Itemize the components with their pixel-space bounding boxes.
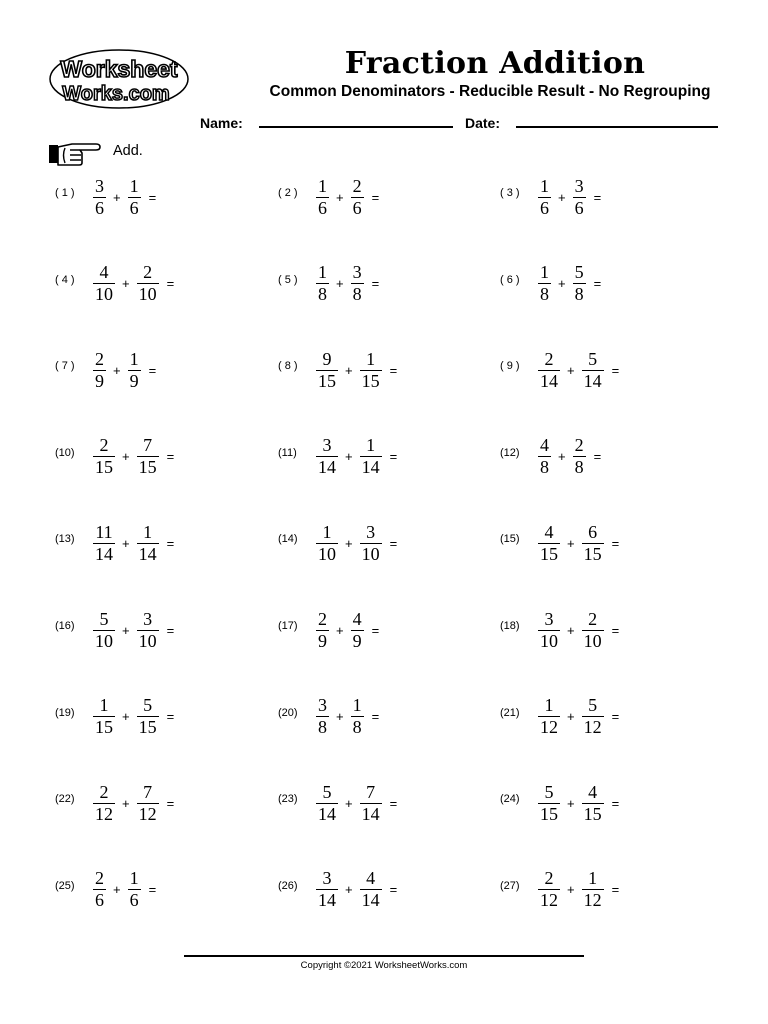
numerator: 1 bbox=[318, 262, 327, 283]
plus-sign: + bbox=[122, 622, 130, 638]
numerator: 7 bbox=[143, 435, 153, 456]
numerator: 1 bbox=[544, 695, 554, 716]
problem-number: (18) bbox=[500, 620, 520, 632]
numerator: 2 bbox=[95, 868, 104, 889]
problem-number: (25) bbox=[55, 879, 75, 892]
numerator: 2 bbox=[318, 608, 327, 629]
equals-sign: = bbox=[371, 189, 380, 205]
fraction-b bbox=[582, 522, 604, 565]
problem-number: (14) bbox=[278, 533, 298, 546]
problem-26 bbox=[278, 865, 397, 915]
plus-sign: + bbox=[122, 449, 130, 465]
numerator: 3 bbox=[143, 608, 153, 629]
problem-number: ( 2 ) bbox=[278, 187, 298, 199]
fraction-b bbox=[137, 435, 159, 478]
fraction-b bbox=[137, 782, 159, 825]
problem-number: (16) bbox=[55, 620, 75, 632]
fraction-a bbox=[538, 262, 551, 305]
numerator: 5 bbox=[322, 781, 332, 802]
name-field[interactable] bbox=[259, 126, 453, 128]
denominator: 8 bbox=[540, 284, 549, 305]
equals-sign: = bbox=[148, 189, 157, 205]
date-label: Date: bbox=[465, 115, 501, 131]
fraction-a bbox=[538, 349, 560, 392]
fraction-b bbox=[360, 349, 382, 392]
fraction-a bbox=[538, 176, 551, 219]
equals-sign: = bbox=[611, 795, 620, 811]
numerator: 6 bbox=[588, 521, 598, 542]
problem-number: ( 1 ) bbox=[55, 187, 75, 199]
denominator: 15 bbox=[583, 543, 602, 564]
numerator: 3 bbox=[322, 868, 332, 889]
problem-13 bbox=[55, 518, 174, 568]
fraction-b bbox=[128, 176, 141, 219]
numerator: 5 bbox=[574, 262, 584, 283]
denominator: 9 bbox=[95, 370, 104, 391]
numerator: 2 bbox=[143, 262, 153, 283]
problem-10 bbox=[55, 432, 174, 482]
problem-1 bbox=[55, 172, 156, 222]
problem-number: (26) bbox=[278, 879, 298, 892]
denominator: 15 bbox=[138, 717, 157, 738]
numerator: 9 bbox=[322, 348, 332, 369]
fraction-a bbox=[316, 782, 338, 825]
numerator: 1 bbox=[129, 348, 139, 369]
equals-sign: = bbox=[371, 709, 380, 725]
problem-number: ( 6 ) bbox=[500, 273, 520, 286]
denominator: 10 bbox=[318, 543, 336, 564]
equals-sign: = bbox=[389, 449, 398, 465]
fraction-b bbox=[582, 868, 604, 911]
denominator: 15 bbox=[95, 457, 113, 478]
numerator: 2 bbox=[544, 868, 554, 889]
plus-sign: + bbox=[345, 449, 353, 465]
fraction-b bbox=[582, 609, 604, 652]
problem-number: ( 8 ) bbox=[278, 360, 298, 373]
denominator: 10 bbox=[583, 630, 602, 651]
fraction-a bbox=[316, 176, 329, 219]
pointing-hand-icon bbox=[48, 139, 102, 167]
numerator: 5 bbox=[143, 695, 153, 716]
plus-sign: + bbox=[567, 882, 575, 898]
fraction-a bbox=[538, 868, 560, 911]
problem-number: (20) bbox=[278, 706, 298, 719]
worksheetworks-logo bbox=[48, 48, 190, 110]
plus-sign: + bbox=[567, 622, 575, 638]
numerator: 1 bbox=[99, 695, 109, 716]
denominator: 14 bbox=[361, 803, 380, 824]
numerator: 4 bbox=[366, 868, 376, 889]
fraction-b bbox=[137, 695, 159, 738]
denominator: 15 bbox=[540, 803, 558, 824]
fraction-b bbox=[360, 522, 382, 565]
problem-5 bbox=[278, 259, 379, 309]
problem-19 bbox=[55, 692, 174, 742]
denominator: 15 bbox=[318, 370, 336, 391]
denominator: 8 bbox=[540, 457, 549, 478]
equals-sign: = bbox=[148, 362, 157, 378]
numerator: 1 bbox=[366, 435, 376, 456]
numerator: 7 bbox=[143, 781, 153, 802]
denominator: 12 bbox=[583, 890, 602, 911]
footer-divider bbox=[184, 955, 584, 957]
plus-sign: + bbox=[567, 362, 575, 378]
fraction-a bbox=[538, 435, 551, 478]
plus-sign: + bbox=[345, 362, 353, 378]
equals-sign: = bbox=[148, 882, 157, 898]
numerator: 1 bbox=[129, 175, 139, 196]
equals-sign: = bbox=[611, 362, 620, 378]
equals-sign: = bbox=[371, 622, 380, 638]
fraction-a bbox=[538, 695, 560, 738]
denominator: 12 bbox=[540, 717, 558, 738]
copyright-text: Copyright ©2021 WorksheetWorks.com bbox=[300, 960, 468, 971]
fraction-a bbox=[93, 782, 115, 825]
numerator: 2 bbox=[574, 435, 584, 456]
denominator: 14 bbox=[318, 890, 336, 911]
equals-sign: = bbox=[389, 882, 398, 898]
denominator: 8 bbox=[352, 284, 362, 305]
numerator: 1 bbox=[322, 521, 332, 542]
name-label: Name: bbox=[200, 115, 243, 131]
plus-sign: + bbox=[567, 795, 575, 811]
plus-sign: + bbox=[345, 795, 353, 811]
fraction-b bbox=[360, 782, 382, 825]
fraction-b bbox=[137, 609, 159, 652]
problem-15 bbox=[500, 518, 619, 568]
equals-sign: = bbox=[166, 276, 175, 292]
denominator: 14 bbox=[318, 803, 336, 824]
numerator: 5 bbox=[99, 608, 109, 629]
equals-sign: = bbox=[593, 189, 602, 205]
problem-24 bbox=[500, 778, 619, 828]
problem-number: (22) bbox=[55, 793, 75, 806]
problem-7 bbox=[55, 345, 156, 395]
fraction-b bbox=[351, 695, 364, 738]
denominator: 10 bbox=[95, 284, 113, 305]
denominator: 14 bbox=[318, 457, 336, 478]
problem-2 bbox=[278, 172, 379, 222]
fraction-a bbox=[93, 695, 115, 738]
denominator: 6 bbox=[540, 197, 549, 218]
fraction-a bbox=[538, 522, 560, 565]
problem-number: (23) bbox=[278, 793, 298, 806]
fraction-b bbox=[582, 349, 604, 392]
plus-sign: + bbox=[558, 276, 566, 292]
denominator: 15 bbox=[95, 717, 113, 738]
denominator: 6 bbox=[129, 197, 139, 218]
denominator: 6 bbox=[574, 197, 584, 218]
numerator: 1 bbox=[143, 521, 153, 542]
problem-number: (12) bbox=[500, 446, 520, 459]
numerator: 1 bbox=[129, 868, 139, 889]
equals-sign: = bbox=[611, 535, 620, 551]
denominator: 12 bbox=[95, 803, 113, 824]
denominator: 9 bbox=[318, 630, 327, 651]
problem-number: (17) bbox=[278, 620, 298, 632]
plus-sign: + bbox=[345, 535, 353, 551]
plus-sign: + bbox=[345, 882, 353, 898]
numerator: 4 bbox=[588, 781, 598, 802]
problem-number: (13) bbox=[55, 533, 75, 546]
problem-18 bbox=[500, 605, 619, 655]
denominator: 8 bbox=[352, 717, 362, 738]
problem-4 bbox=[55, 259, 174, 309]
numerator: 4 bbox=[540, 435, 549, 456]
problem-14 bbox=[278, 518, 397, 568]
equals-sign: = bbox=[166, 622, 175, 638]
fraction-a bbox=[93, 435, 115, 478]
plus-sign: + bbox=[336, 189, 344, 205]
numerator: 2 bbox=[352, 175, 362, 196]
equals-sign: = bbox=[593, 276, 602, 292]
numerator: 2 bbox=[588, 608, 598, 629]
logo-line1: Worksheet bbox=[60, 56, 178, 82]
numerator: 3 bbox=[544, 608, 554, 629]
numerator: 2 bbox=[99, 435, 109, 456]
denominator: 6 bbox=[129, 890, 139, 911]
problem-number: (15) bbox=[500, 533, 520, 546]
equals-sign: = bbox=[371, 276, 380, 292]
numerator: 2 bbox=[544, 348, 554, 369]
problem-25 bbox=[55, 865, 156, 915]
equals-sign: = bbox=[166, 709, 175, 725]
denominator: 9 bbox=[352, 630, 362, 651]
fraction-b bbox=[351, 176, 364, 219]
denominator: 12 bbox=[583, 717, 602, 738]
denominator: 14 bbox=[540, 370, 558, 391]
plus-sign: + bbox=[113, 362, 121, 378]
problem-number: (27) bbox=[500, 879, 520, 892]
fraction-a bbox=[93, 868, 106, 911]
problem-20 bbox=[278, 692, 379, 742]
numerator: 3 bbox=[95, 175, 104, 196]
denominator: 12 bbox=[540, 890, 558, 911]
numerator: 3 bbox=[574, 175, 584, 196]
fraction-a bbox=[316, 522, 338, 565]
fraction-a bbox=[93, 609, 115, 652]
denominator: 15 bbox=[540, 543, 558, 564]
fraction-b bbox=[351, 609, 364, 652]
numerator: 1 bbox=[366, 348, 376, 369]
denominator: 15 bbox=[583, 803, 602, 824]
equals-sign: = bbox=[611, 709, 620, 725]
numerator: 2 bbox=[99, 781, 109, 802]
denominator: 14 bbox=[583, 370, 602, 391]
problem-number: ( 7 ) bbox=[55, 360, 75, 373]
fraction-a bbox=[316, 609, 329, 652]
problem-27 bbox=[500, 865, 619, 915]
equals-sign: = bbox=[166, 449, 175, 465]
numerator: 5 bbox=[588, 348, 598, 369]
numerator: 3 bbox=[366, 521, 376, 542]
plus-sign: + bbox=[336, 276, 344, 292]
equals-sign: = bbox=[611, 622, 620, 638]
denominator: 14 bbox=[95, 543, 113, 564]
problem-number: ( 4 ) bbox=[55, 273, 75, 286]
numerator: 4 bbox=[352, 608, 362, 629]
denominator: 8 bbox=[318, 717, 327, 738]
fraction-b bbox=[137, 522, 159, 565]
fraction-b bbox=[128, 868, 141, 911]
fraction-b bbox=[582, 695, 604, 738]
equals-sign: = bbox=[389, 795, 398, 811]
denominator: 8 bbox=[574, 457, 584, 478]
fraction-b bbox=[573, 262, 586, 305]
fraction-b bbox=[360, 868, 382, 911]
plus-sign: + bbox=[558, 449, 566, 465]
numerator: 7 bbox=[366, 781, 376, 802]
problem-number: (21) bbox=[500, 706, 520, 719]
numerator: 1 bbox=[540, 262, 549, 283]
denominator: 10 bbox=[361, 543, 380, 564]
problem-11 bbox=[278, 432, 397, 482]
equals-sign: = bbox=[389, 362, 398, 378]
page-title: Fraction Addition bbox=[344, 46, 646, 81]
numerator: 2 bbox=[95, 348, 104, 369]
numerator: 1 bbox=[318, 175, 327, 196]
numerator: 1 bbox=[540, 175, 549, 196]
fraction-a bbox=[316, 262, 329, 305]
logo-line2: Works.com bbox=[62, 83, 170, 105]
problem-number: (24) bbox=[500, 793, 520, 806]
numerator: 1 bbox=[588, 868, 598, 889]
plus-sign: + bbox=[567, 709, 575, 725]
plus-sign: + bbox=[122, 795, 130, 811]
denominator: 10 bbox=[540, 630, 558, 651]
plus-sign: + bbox=[558, 189, 566, 205]
fraction-b bbox=[582, 782, 604, 825]
denominator: 10 bbox=[95, 630, 113, 651]
denominator: 10 bbox=[138, 630, 157, 651]
denominator: 15 bbox=[361, 370, 380, 391]
fraction-a bbox=[316, 868, 338, 911]
problem-number: ( 9 ) bbox=[500, 360, 520, 373]
numerator: 3 bbox=[322, 435, 332, 456]
denominator: 14 bbox=[361, 890, 380, 911]
fraction-b bbox=[573, 176, 586, 219]
problem-16 bbox=[55, 605, 174, 655]
equals-sign: = bbox=[611, 882, 620, 898]
plus-sign: + bbox=[113, 189, 121, 205]
denominator: 6 bbox=[95, 890, 104, 911]
fraction-b bbox=[573, 435, 586, 478]
denominator: 8 bbox=[574, 284, 584, 305]
equals-sign: = bbox=[593, 449, 602, 465]
problem-9 bbox=[500, 345, 619, 395]
denominator: 9 bbox=[129, 370, 139, 391]
fraction-a bbox=[93, 262, 115, 305]
numerator: 3 bbox=[318, 695, 327, 716]
plus-sign: + bbox=[336, 709, 344, 725]
numerator: 3 bbox=[352, 262, 362, 283]
problem-number: (11) bbox=[278, 446, 297, 459]
numerator: 4 bbox=[99, 262, 109, 283]
problem-number: ( 5 ) bbox=[278, 273, 298, 286]
numerator: 11 bbox=[95, 521, 113, 542]
plus-sign: + bbox=[122, 276, 130, 292]
fraction-a bbox=[538, 782, 560, 825]
problem-23 bbox=[278, 778, 397, 828]
denominator: 8 bbox=[318, 284, 327, 305]
fraction-a bbox=[316, 695, 329, 738]
denominator: 14 bbox=[138, 543, 157, 564]
fraction-a bbox=[316, 349, 338, 392]
fraction-b bbox=[360, 435, 382, 478]
fraction-a bbox=[538, 609, 560, 652]
denominator: 6 bbox=[95, 197, 104, 218]
problem-8 bbox=[278, 345, 397, 395]
numerator: 1 bbox=[352, 695, 362, 716]
fraction-b bbox=[128, 349, 141, 392]
problem-3 bbox=[500, 172, 601, 222]
denominator: 15 bbox=[138, 457, 157, 478]
plus-sign: + bbox=[336, 622, 344, 638]
problem-number: (19) bbox=[55, 706, 75, 719]
fraction-a bbox=[93, 176, 106, 219]
plus-sign: + bbox=[122, 535, 130, 551]
date-field[interactable] bbox=[516, 126, 718, 128]
denominator: 10 bbox=[138, 284, 157, 305]
fraction-a bbox=[316, 435, 338, 478]
fraction-a bbox=[93, 522, 115, 565]
problem-17 bbox=[278, 605, 379, 655]
problem-21 bbox=[500, 692, 619, 742]
denominator: 14 bbox=[361, 457, 380, 478]
fraction-b bbox=[351, 262, 364, 305]
plus-sign: + bbox=[122, 709, 130, 725]
numerator: 4 bbox=[544, 521, 554, 542]
equals-sign: = bbox=[389, 535, 398, 551]
plus-sign: + bbox=[567, 535, 575, 551]
problem-12 bbox=[500, 432, 601, 482]
denominator: 6 bbox=[352, 197, 362, 218]
numerator: 5 bbox=[588, 695, 598, 716]
numerator: 5 bbox=[544, 781, 554, 802]
plus-sign: + bbox=[113, 882, 121, 898]
denominator: 12 bbox=[138, 803, 157, 824]
problem-22 bbox=[55, 778, 174, 828]
problem-number: ( 3 ) bbox=[500, 187, 520, 199]
page-subtitle: Common Denominators - Reducible Result - No Regrouping bbox=[269, 83, 711, 100]
denominator: 6 bbox=[318, 197, 327, 218]
fraction-a bbox=[93, 349, 106, 392]
problem-6 bbox=[500, 259, 601, 309]
equals-sign: = bbox=[166, 535, 175, 551]
problem-number: (10) bbox=[55, 446, 75, 459]
instruction-text: Add. bbox=[113, 143, 143, 159]
equals-sign: = bbox=[166, 795, 175, 811]
fraction-b bbox=[137, 262, 159, 305]
